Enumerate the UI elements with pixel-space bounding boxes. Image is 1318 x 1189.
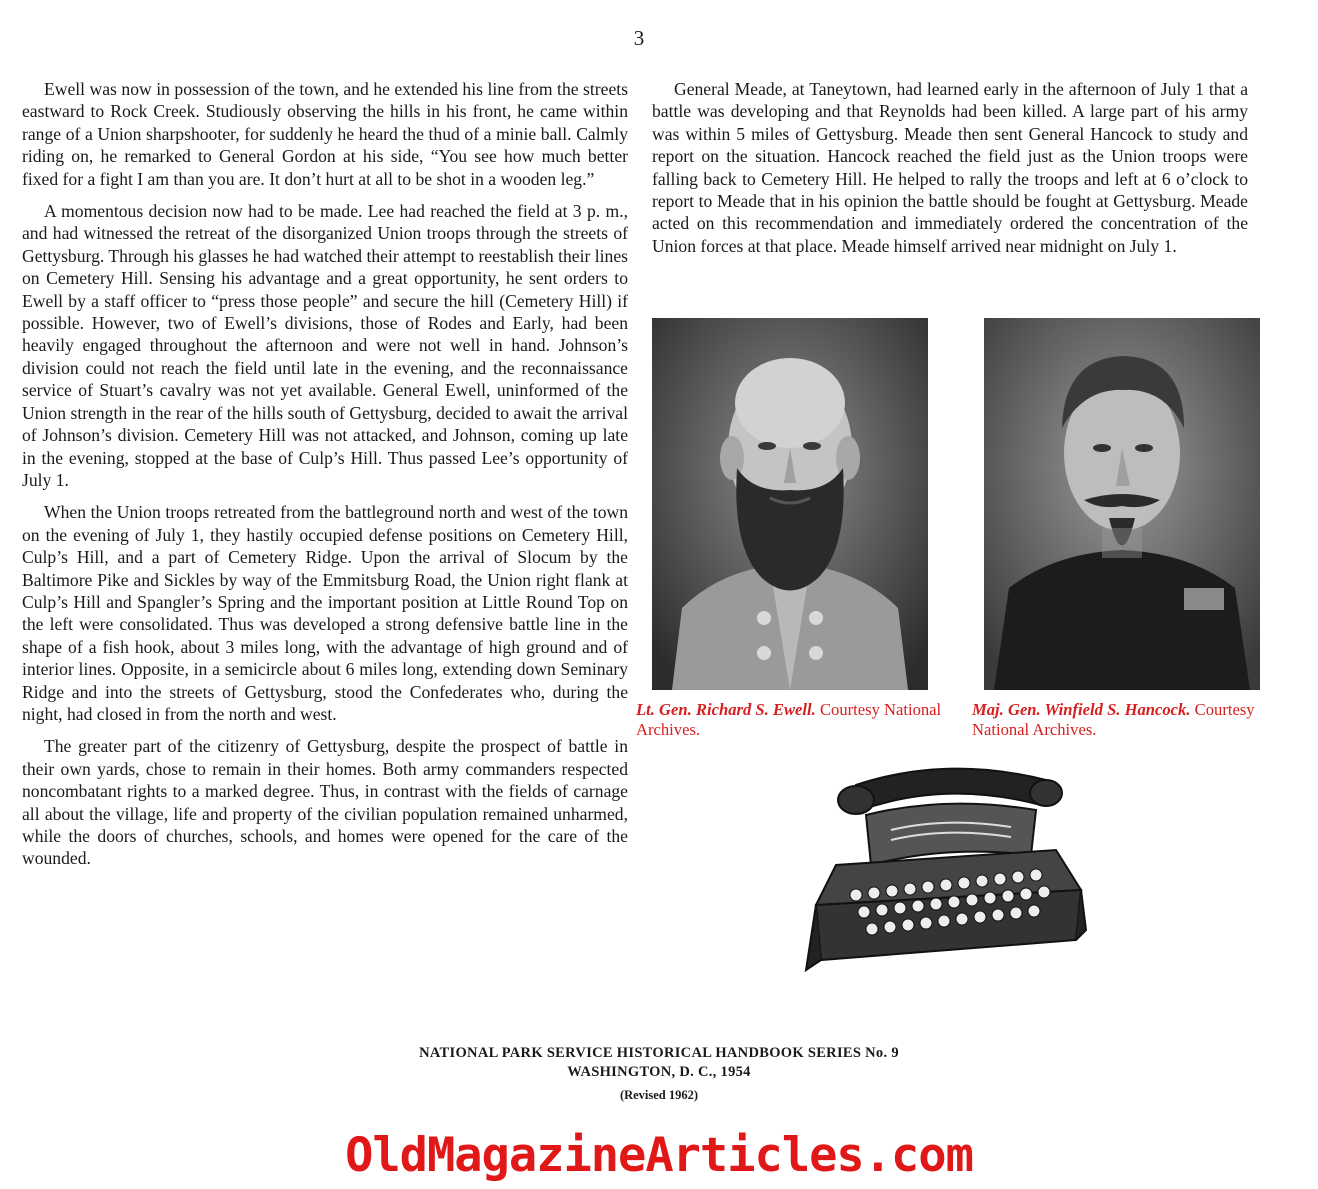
caption-credit: Courtesy National Archives. (972, 700, 1255, 739)
hancock-portrait-photo (984, 318, 1260, 690)
ewell-portrait-photo (652, 318, 928, 690)
page-number: 3 (633, 26, 645, 50)
footer-series: NATIONAL PARK SERVICE HISTORICAL HANDBOOK SERIES No. 9 (419, 1045, 899, 1061)
caption-credit: Courtesy National Archives. (636, 700, 942, 739)
paragraph: The greater part of the citizenry of Gettysburg, despite the prospect of battle in their own yards, chose to remain in their homes. Both army commanders respected noncombatant rights to a marked degree. Thus, in contrast with the fields of carnage all about the village, life and property of the civilian population remained unharmed, while the doors of churches, schools, and homes were opened for the care of the wounded. (22, 736, 628, 869)
hancock-caption (972, 700, 1292, 740)
ewell-caption (636, 700, 956, 740)
paragraph: Ewell was now in possession of the town, and he extended his line from the streets eastward to Rock Creek. Studiously observing the hills in his front, he came within range of a Union sharpshooter, for suddenly he heard the thud of a minie ball. Calmly riding on, he remarked to General Gordon at his side, “You see how much better fixed for a fight I am than you are. It don’t hurt at all to be shot in a wooden leg.” (22, 79, 628, 189)
right-column (652, 78, 1248, 267)
typewriter-illustration (796, 755, 1092, 977)
site-watermark: OldMagazineArticles.com (345, 1128, 973, 1183)
paragraph: General Meade, at Taneytown, had learned early in the afternoon of July 1 that a battle was developing and that Reynolds had been killed. A large part of his army was within 5 miles of Gettysburg. Meade then sent General Hancock to study and report on the situation. Hancock reached the field just as the Union troops were falling back to Cemetery Hill. He helped to rally the troops and left at 6 o’clock to report to Meade that in his opinion the battle should be fought at Gettysburg. Meade acted on this recommendation and immediately ordered the concentration of the Union forces at that place. Meade himself arrived near midnight on July 1. (652, 79, 1248, 256)
caption-name: Lt. Gen. Richard S. Ewell. (636, 700, 816, 719)
footer-revised: (Revised 1962) (619, 1088, 699, 1102)
paragraph: When the Union troops retreated from the battleground north and west of the town on the evening of July 1, they hastily occupied defense positions on Cemetery Hill, Culp’s Hill, and a part of Cemetery Ridge. Upon the arrival of Slocum by the Baltimore Pike and Sickles by way of the Emmitsburg Road, the Union right flank at Culp’s Hill and Spangler’s Spring and the important position at Little Round Top on the left were consolidated. Thus was developed a strong defensive battle line in the shape of a fish hook, about 3 miles long, with the advantage of high ground and of interior lines. Opposite, in a semicircle about 6 miles long, extending down Seminary Ridge and into the streets of Gettysburg, stood the Confederates who, during the night, had closed in from the north and west. (22, 502, 628, 724)
left-column (22, 78, 628, 880)
caption-name: Maj. Gen. Winfield S. Hancock. (972, 700, 1191, 719)
paragraph: A momentous decision now had to be made. Lee had reached the field at 3 p. m., and had witnessed the retreat of the disorganized Union troops through the streets of Gettysburg. Through his glasses he had watched their attempt to reestablish their lines on Cemetery Hill. Sensing his advantage and a great opportunity, he sent orders to Ewell by a staff officer to “press those people” and secure the hill (Cemetery Hill) if possible. However, two of Ewell’s divisions, those of Rodes and Early, had been heavily engaged throughout the afternoon and were not well in hand. Johnson’s division could not reach the field until late in the evening, and the reconnaissance service of Stuart’s cavalry was not yet available. General Ewell, uninformed of the Union strength in the rear of the hills south of Gettysburg, decided to await the arrival of Johnson’s division. Cemetery Hill was not attacked, and Johnson, coming up late in the evening, stopped at the base of Culp’s Hill. Thus passed Lee’s opportunity of July 1. (22, 201, 628, 490)
footer-city: WASHINGTON, D. C., 1954 (567, 1064, 751, 1080)
